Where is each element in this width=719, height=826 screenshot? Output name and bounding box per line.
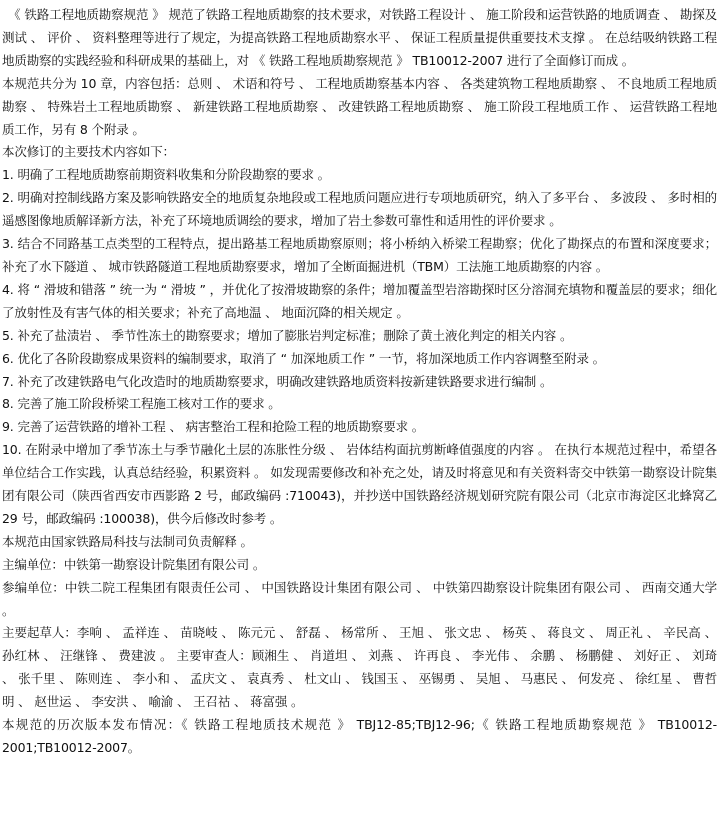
revision-item-10: 10. 在附录中增加了季节冻土与季节融化土层的冻胀性分级 、 岩体结构面抗剪断峰值强度的内容 。 在执行本规范过程中，希望各单位结合工作实践，认真总结经验，积累资料 。 如发现需要修改和补充之处，请及时将意见和有关资料寄交中铁第一勘察设计院集团有限公司（陕西省西安市西影路 2 号，邮政编码 :710043)，并抄送中国铁路经济规划研究院有限公司（北京市海淀区北蜂窝乙 29 号，邮政编码 :100038)，供今后修改时参考 。 <box>2 442 717 526</box>
revision-item-7: 7. 补充了改建铁路电气化改造时的地质勘察要求，明确改建铁路地质资料按新建铁路要求进行编制 。 <box>2 373 553 389</box>
scope-paragraph: 本规范共分为 10 章，内容包括：总则 、 术语和符号 、 工程地质勘察基本内容 、 各类建筑物工程地质勘察 、 不良地质工程地质勘察 、 特殊岩土工程地质勘察 、 新建铁路工程地质勘察 、 改建铁路工程地质勘察 、 施工阶段工程地质工作 、 运营铁路工程地质工作，另有 8 个附录 。 <box>2 75 717 137</box>
revision-item-8: 8. 完善了施工阶段桥梁工程施工核对工作的要求 。 <box>2 396 281 412</box>
revision-item-6: 6. 优化了各阶段勘察成果资料的编制要求，取消了 “ 加深地质工作 ” 一节，将加深地质工作内容调整至附录 。 <box>2 350 605 366</box>
revision-item-4: 4. 将 “ 滑坡和错落 ” 统一为 “ 滑坡 ” ，并优化了按滑坡勘察的条件；增加覆盖型岩溶勘探时区分溶洞充填物和覆盖层的要求；细化了放射性及有害气体的相关要求；补充了高地温 、 地面沉降的相关规定 。 <box>2 281 717 320</box>
interpretation-paragraph: 本规范由国家铁路局科技与法制司负责解释 。 <box>2 533 253 549</box>
revision-item-1: 1. 明确了工程地质勘察前期资料收集和分阶段勘察的要求 。 <box>2 167 331 183</box>
revision-item-3: 3. 结合不同路基工点类型的工程特点，提出路基工程地质勘察原则；将小桥纳入桥梁工程勘察；优化了勘探点的布置和深度要求；补充了水下隧道 、 城市铁路隧道工程地质勘察要求，增加了全断面掘进机（TBM）工法施工地质勘察的内容 。 <box>2 236 717 274</box>
version-history: 本规范的历次版本发布情况：《 铁路工程地质技术规范 》 TBJ12-85;TBJ12-96;《 铁路工程地质勘察规范 》 TB10012-2001;TB10012-2007。 <box>2 717 717 755</box>
revision-item-9: 9. 完善了运营铁路的增补工程 、 病害整治工程和抢险工程的地质勘察要求 。 <box>2 419 425 435</box>
revision-heading: 本次修订的主要技术内容如下： <box>2 144 175 160</box>
revision-item-5: 5. 补充了盐渍岩 、 季节性冻土的勘察要求；增加了膨胀岩判定标准；删除了黄土液化判定的相关内容 。 <box>2 327 573 343</box>
intro-paragraph: 《 铁路工程地质勘察规范 》 规范了铁路工程地质勘察的技术要求，对铁路工程设计 、 施工阶段和运营铁路的地质调查 、 勘探及测试 、 评价 、 资料整理等进行了规定，为提高铁路工程地质勘察水平 、 保证工程质量提供重要技术支撑 。 在总结吸纳铁路工程地质勘察的实践经验和科研成果的基础上，对 《 铁路工程地质勘察规范 》 TB10012-2007 进行了全面修订而成 。 <box>2 7 717 68</box>
drafters-reviewers: 主要起草人：李响 、 孟祥连 、 苗晓岐 、 陈元元 、 舒磊 、 杨常所 、 王旭 、 张文忠 、 杨英 、 蒋良文 、 周正礼 、 辛民高 、 孙红林 、 汪继锋 、 费建波 。 主要审查人：顾湘生 、 肖道坦 、 刘燕 、 许再良 、 李光伟 、 余鹏 、 杨鹏健 、 刘好正 、 刘琦 、 张千里 、 陈则连 、 李小和 、 孟庆文 、 袁真秀 、 杜文山 、 钱国玉 、 巫锡勇 、 吴旭 、 马惠民 、 何发亮 、 徐红星 、 曹哲明 、 赵世运 、 李安洪 、 喻渝 、 王召祜 、 蒋富强 。 <box>2 625 717 710</box>
revision-item-2: 2. 明确对控制线路方案及影响铁路安全的地质复杂地段或工程地质问题应进行专项地质研究，纳入了多平台 、 多波段 、 多时相的遥感图像地质解译新方法，补充了环境地质调绘的要求，增加了岩土参数可靠性和适用性的评价要求 。 <box>2 190 717 229</box>
chief-editor-unit: 主编单位：中铁第一勘察设计院集团有限公司 。 <box>2 556 266 572</box>
participating-units: 参编单位：中铁二院工程集团有限责任公司 、 中国铁路设计集团有限公司 、 中铁第四勘察设计院集团有限公司 、 西南交通大学 。 <box>2 579 717 618</box>
